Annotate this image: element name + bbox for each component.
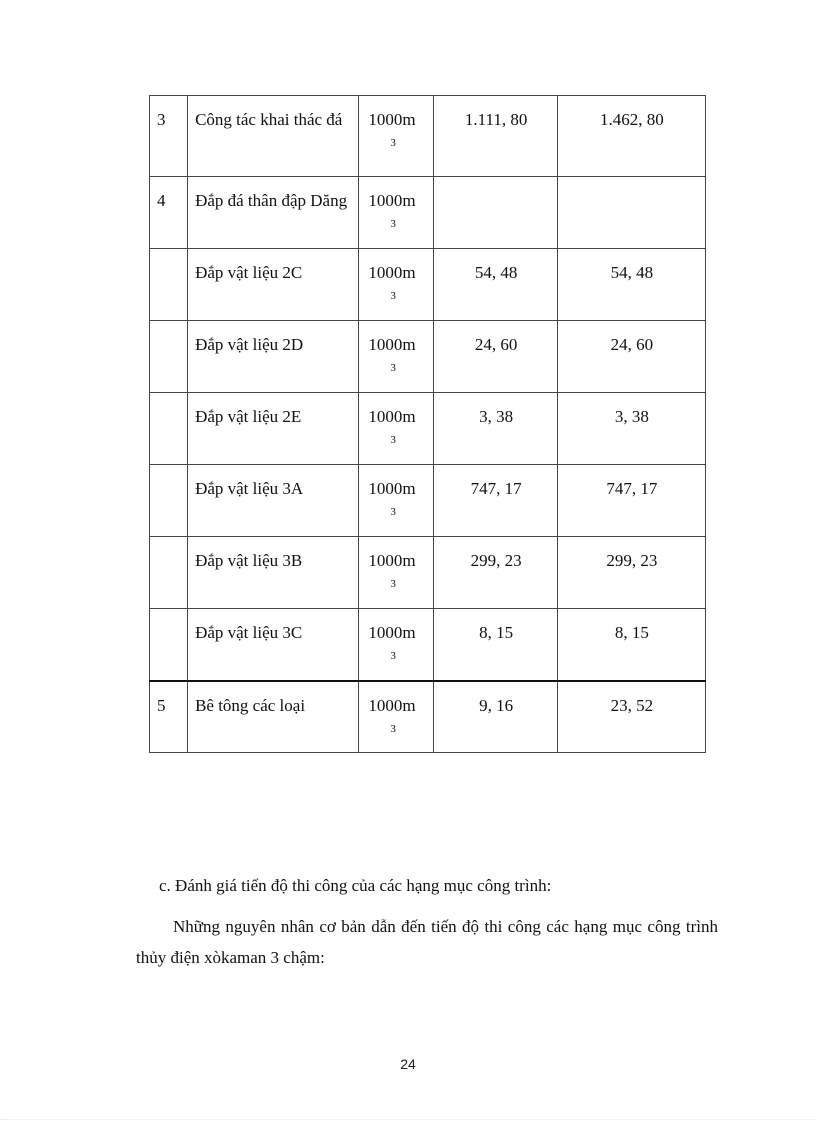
row-value-1: 747, 17	[470, 479, 522, 498]
row-name: Đắp vật liệu 2C	[195, 263, 303, 282]
row-number	[150, 537, 188, 609]
row-number	[150, 393, 188, 465]
table-row	[150, 96, 706, 177]
row-unit-superscript: 3	[390, 578, 396, 590]
row-value-2: 299, 23	[606, 551, 658, 570]
row-unit: 1000m	[368, 623, 416, 642]
row-unit-superscript: 3	[390, 218, 396, 230]
row-name: Bê tông các loại	[195, 695, 306, 715]
table-row	[150, 465, 706, 537]
row-value-2: 747, 17	[606, 479, 658, 498]
page-bottom-divider	[0, 1119, 816, 1120]
row-number	[150, 609, 188, 681]
work-volume-table	[149, 95, 706, 753]
row-unit: 1000m	[368, 479, 416, 498]
row-value-2: 3, 38	[614, 407, 649, 426]
row-value-1: 1.111, 80	[464, 110, 528, 129]
row-number: 4	[150, 177, 188, 249]
row-unit: 1000m	[368, 695, 416, 715]
row-unit: 1000m	[368, 551, 416, 570]
row-number: 5	[150, 681, 188, 753]
row-name: Đắp đá thân đập Dăng	[195, 191, 348, 210]
row-unit-superscript: 3	[390, 362, 396, 374]
row-name: Đắp vật liệu 3A	[195, 479, 304, 498]
table-row	[150, 681, 706, 753]
row-value-1: 54, 48	[474, 263, 518, 282]
row-value-1: 8, 15	[479, 623, 514, 642]
table-row	[150, 537, 706, 609]
section-heading: c. Đánh giá tiến độ thi công của các hạng mục công trình:	[159, 876, 552, 895]
table-row	[150, 393, 706, 465]
row-number	[150, 465, 188, 537]
table-row	[150, 609, 706, 681]
row-value-1: 9, 16	[479, 695, 514, 715]
row-unit-superscript: 3	[390, 434, 396, 446]
row-number	[150, 249, 188, 321]
page-number: 24	[400, 1056, 416, 1072]
body-paragraph: Những nguyên nhân cơ bản dẫn đến tiến độ thi công các hạng mục công trình thủy điện xòkaman 3 chậm:	[136, 917, 718, 967]
row-value-1: 24, 60	[474, 335, 518, 354]
row-unit: 1000m	[368, 110, 416, 129]
row-unit-superscript: 3	[390, 506, 396, 518]
row-unit-superscript: 3	[390, 137, 396, 149]
row-unit-superscript: 3	[390, 290, 396, 302]
row-value-2: 23, 52	[610, 695, 654, 715]
row-name: Đắp vật liệu 3C	[195, 623, 303, 642]
row-name: Đắp vật liệu 2E	[195, 407, 302, 426]
row-name: Đắp vật liệu 2D	[195, 335, 304, 354]
row-value-2: 54, 48	[610, 263, 654, 282]
table-row	[150, 321, 706, 393]
row-unit: 1000m	[368, 335, 416, 354]
row-unit-superscript: 3	[390, 650, 396, 662]
row-value-1: 299, 23	[470, 551, 522, 570]
row-name: Công tác khai thác đá	[195, 110, 343, 129]
row-unit: 1000m	[368, 263, 416, 282]
row-unit: 1000m	[368, 191, 416, 210]
row-value-2: 8, 15	[614, 623, 649, 642]
table-row	[150, 249, 706, 321]
row-unit: 1000m	[368, 407, 416, 426]
row-unit-superscript: 3	[390, 722, 396, 735]
row-value-1: 3, 38	[479, 407, 514, 426]
row-value-2: 1.462, 80	[599, 110, 664, 129]
row-value-2: 24, 60	[610, 335, 654, 354]
row-number: 3	[150, 96, 188, 177]
table-row	[150, 177, 706, 249]
row-name: Đắp vật liệu 3B	[195, 551, 303, 570]
row-number	[150, 321, 188, 393]
